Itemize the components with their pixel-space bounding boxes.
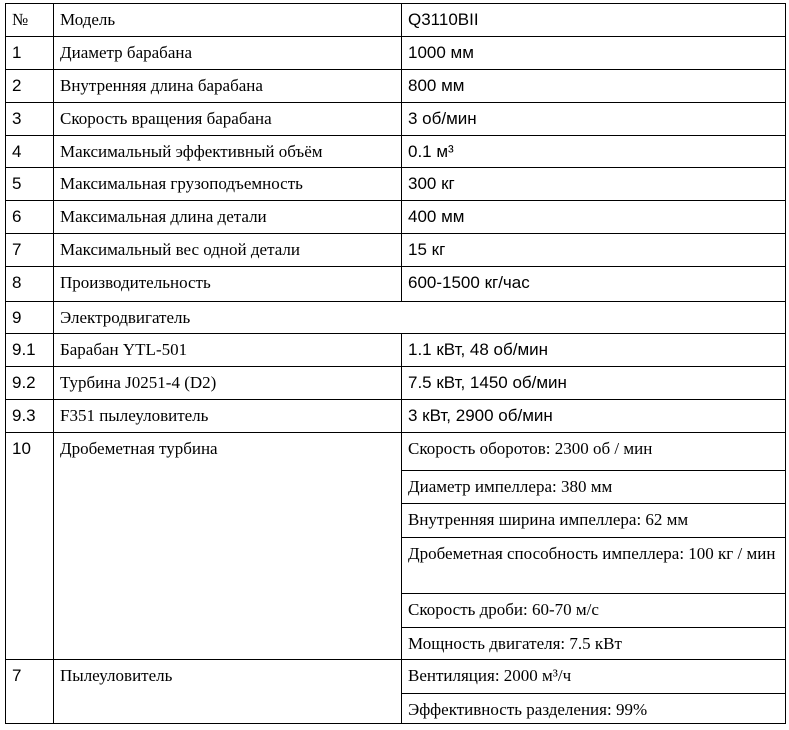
table-row xyxy=(6,201,786,234)
row-name: Внутренняя длина барабана xyxy=(54,70,402,103)
table-row xyxy=(6,334,786,367)
table-row xyxy=(6,367,786,400)
row-num: 8 xyxy=(6,267,54,302)
table-row xyxy=(6,267,786,302)
row-name: Электродвигатель xyxy=(54,302,786,334)
turbine-value: Внутренняя ширина импеллера: 62 мм xyxy=(402,504,786,538)
spec-table xyxy=(5,3,786,724)
table-row xyxy=(6,234,786,267)
table-row xyxy=(6,433,786,471)
row-num: 9.1 xyxy=(6,334,54,367)
header-model-cell: Модель xyxy=(54,4,402,37)
turbine-value: Дробеметная способность импеллера: 100 кг / мин xyxy=(402,538,786,594)
row-num: 9 xyxy=(6,302,54,334)
turbine-value: Скорость оборотов: 2300 об / мин xyxy=(402,433,786,471)
row-value: 800 мм xyxy=(402,70,786,103)
row-name: Барабан YTL-501 xyxy=(54,334,402,367)
row-num: 1 xyxy=(6,37,54,70)
table-row xyxy=(6,168,786,201)
turbine-num: 10 xyxy=(6,433,54,660)
row-name: Турбина J0251-4 (D2) xyxy=(54,367,402,400)
turbine-value: Скорость дроби: 60-70 м/с xyxy=(402,594,786,628)
table-row xyxy=(6,70,786,103)
row-name: F351 пылеуловитель xyxy=(54,400,402,433)
table-row xyxy=(6,660,786,694)
row-name: Скорость вращения барабана xyxy=(54,103,402,136)
row-value: 1000 мм xyxy=(402,37,786,70)
row-value: 1.1 кВт, 48 об/мин xyxy=(402,334,786,367)
row-num: 3 xyxy=(6,103,54,136)
row-num: 6 xyxy=(6,201,54,234)
row-num: 4 xyxy=(6,136,54,168)
dust-value: Вентиляция: 2000 м³/ч xyxy=(402,660,786,694)
row-value: 0.1 м³ xyxy=(402,136,786,168)
table-row xyxy=(6,103,786,136)
turbine-value: Мощность двигателя: 7.5 кВт xyxy=(402,628,786,660)
dust-num: 7 xyxy=(6,660,54,724)
table-row xyxy=(6,302,786,334)
header-model-value: Q3110BII xyxy=(402,4,786,37)
row-name: Максимальная грузоподъемность xyxy=(54,168,402,201)
header-num-cell: № xyxy=(6,4,54,37)
dust-value: Эффективность разделения: 99% xyxy=(402,694,786,724)
row-name: Диаметр барабана xyxy=(54,37,402,70)
row-name: Максимальный вес одной детали xyxy=(54,234,402,267)
row-value: 300 кг xyxy=(402,168,786,201)
row-value: 3 кВт, 2900 об/мин xyxy=(402,400,786,433)
turbine-name: Дробеметная турбина xyxy=(54,433,402,660)
row-num: 7 xyxy=(6,234,54,267)
row-num: 5 xyxy=(6,168,54,201)
row-value: 3 об/мин xyxy=(402,103,786,136)
row-name: Производительность xyxy=(54,267,402,302)
table-row xyxy=(6,37,786,70)
row-name: Максимальная длина детали xyxy=(54,201,402,234)
row-value: 600-1500 кг/час xyxy=(402,267,786,302)
table-row xyxy=(6,136,786,168)
row-num: 9.2 xyxy=(6,367,54,400)
turbine-value: Диаметр импеллера: 380 мм xyxy=(402,471,786,504)
dust-name: Пылеуловитель xyxy=(54,660,402,724)
table-header-row xyxy=(6,4,786,37)
row-num: 9.3 xyxy=(6,400,54,433)
row-name: Максимальный эффективный объём xyxy=(54,136,402,168)
table-row xyxy=(6,400,786,433)
row-value: 400 мм xyxy=(402,201,786,234)
row-num: 2 xyxy=(6,70,54,103)
row-value: 15 кг xyxy=(402,234,786,267)
row-value: 7.5 кВт, 1450 об/мин xyxy=(402,367,786,400)
